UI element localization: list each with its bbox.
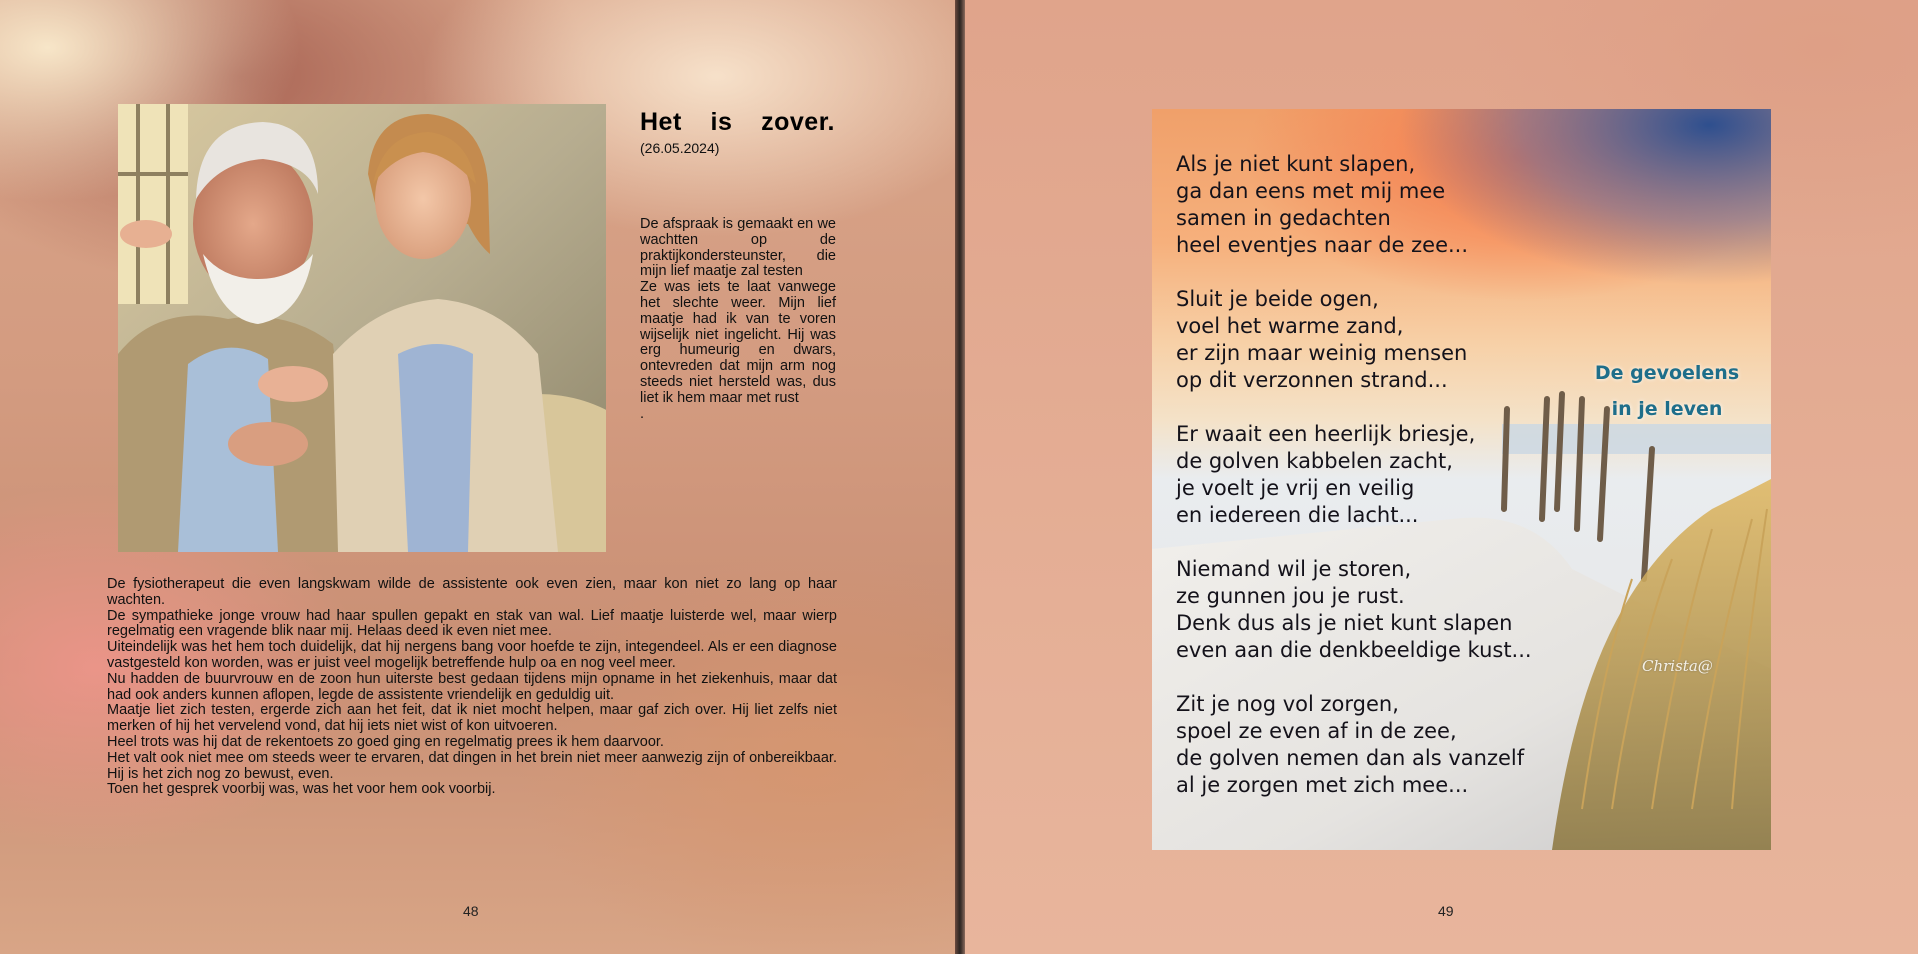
poem-stanza [1176, 421, 1596, 529]
left-page [0, 0, 955, 954]
poem-line: en iedereen die lacht... [1176, 503, 1419, 527]
poem-stanza [1176, 286, 1596, 394]
body-paragraph: Maatje liet zich testen, ergerde zich aan het feit, dat ik niet mocht helpen, maar gaf zich over. Hij liet zelfs niet merken of hij het vervelend vond, dat hij iets niet wist of kon uitvoeren. [107, 702, 837, 735]
right-page [965, 0, 1918, 954]
body-paragraph: Uiteindelijk was het hem toch duidelijk, dat hij nergens bang voor hoefde te zijn, integendeel. Als er een diagnose vastgesteld kon worden, was er juist veel mogelijk betreffende hulp oa en nog veel meer. [107, 639, 837, 671]
poem-line: samen in gedachten [1176, 206, 1391, 230]
entry-date: (26.05.2024) [640, 140, 720, 156]
caregiver-illustration [118, 104, 606, 552]
body-paragraph: De fysiotherapeut die even langskwam wilde de assistente ook even zien, maar kon niet zo lang op haar wachten. [107, 576, 837, 608]
poem-line: heel eventjes naar de zee... [1176, 233, 1469, 257]
poem-line: Niemand wil je storen, [1176, 557, 1412, 581]
card-caption-line: De gevoelens [1594, 362, 1740, 384]
body-paragraph: Heel trots was hij dat de rekentoets zo goed ging en regelmatig prees ik hem daarvoor. [107, 733, 664, 750]
card-caption-line: in je leven [1611, 398, 1723, 420]
poem-line: Sluit je beide ogen, [1176, 287, 1379, 311]
poem-line: al je zorgen met zich mee... [1176, 773, 1469, 797]
poem-line: ga dan eens met mij mee [1176, 179, 1446, 203]
side-paragraph-line: De afspraak is gemaakt en we wachtten op de praktijkondersteunster, die mijn lief maatje zal testen [640, 216, 836, 280]
body-paragraph: Nu hadden de buurvrouw en de zoon hun uiterste best gedaan tijdens mijn opname in het ziekenhuis, maar dat had ook anders kunnen aflopen, legde de assistente vriendelijk en geduldig uit. [107, 670, 837, 703]
poem-line: voel het warme zand, [1176, 314, 1404, 338]
poem-line: de golven nemen dan als vanzelf [1176, 746, 1525, 770]
poem-line: Als je niet kunt slapen, [1176, 152, 1416, 176]
poem-line: even aan die denkbeeldige kust... [1176, 638, 1532, 662]
card-caption [1587, 355, 1747, 427]
caregiver-photo [118, 104, 606, 552]
poem-line: Denk dus als je niet kunt slapen [1176, 611, 1513, 635]
poem-line: je voelt je vrij en veilig [1176, 476, 1415, 500]
poem-line: de golven kabbelen zacht, [1176, 449, 1453, 473]
page-number-right: 49 [1438, 903, 1454, 919]
poem-line: spoel ze even af in de zee, [1176, 719, 1457, 743]
poem-stanza [1176, 556, 1596, 664]
poem-stanza [1176, 151, 1596, 259]
poem-line: op dit verzonnen strand... [1176, 368, 1448, 392]
poem-line: er zijn maar weinig mensen [1176, 341, 1468, 365]
poem-line: ze gunnen jou je rust. [1176, 584, 1405, 608]
body-paragraph: Toen het gesprek voorbij was, was het voor hem ook voorbij. [107, 781, 496, 798]
body-paragraph: De sympathieke jonge vrouw had haar spullen gepakt en stak van wal. Lief maatje luisterde wel, maar wierp regelmatig een vragende blik naar mij. Helaas deed ik even niet mee. [107, 607, 837, 640]
side-paragraph-line: Ze was iets te laat vanwege het slechte weer. Mijn lief maatje had ik van te voren wijselijk niet ingelicht. Hij was erg humeurig en dwars, ontevreden dat mijn arm nog steeds niet hersteld was, dus liet ik hem maar met rust [640, 279, 836, 406]
body-paragraph: Het valt ook niet mee om steeds weer te ervaren, dat dingen in het brein niet meer aanwezig zijn of onbereikbaar. Hij is het zich nog zo bewust, even. [107, 749, 837, 782]
poem-stanza [1176, 691, 1596, 799]
signature: Christa@ [1642, 657, 1713, 675]
side-paragraph-line: . [640, 405, 645, 422]
page-number-left: 48 [463, 903, 479, 919]
poem-line: Zit je nog vol zorgen, [1176, 692, 1399, 716]
poem-card [1152, 109, 1771, 850]
page-title: Het is zover. [640, 108, 835, 136]
body-text [107, 577, 837, 798]
poem [1176, 151, 1596, 826]
poem-line: Er waait een heerlijk briesje, [1176, 422, 1476, 446]
side-paragraph [640, 217, 836, 422]
book-spine [955, 0, 965, 954]
